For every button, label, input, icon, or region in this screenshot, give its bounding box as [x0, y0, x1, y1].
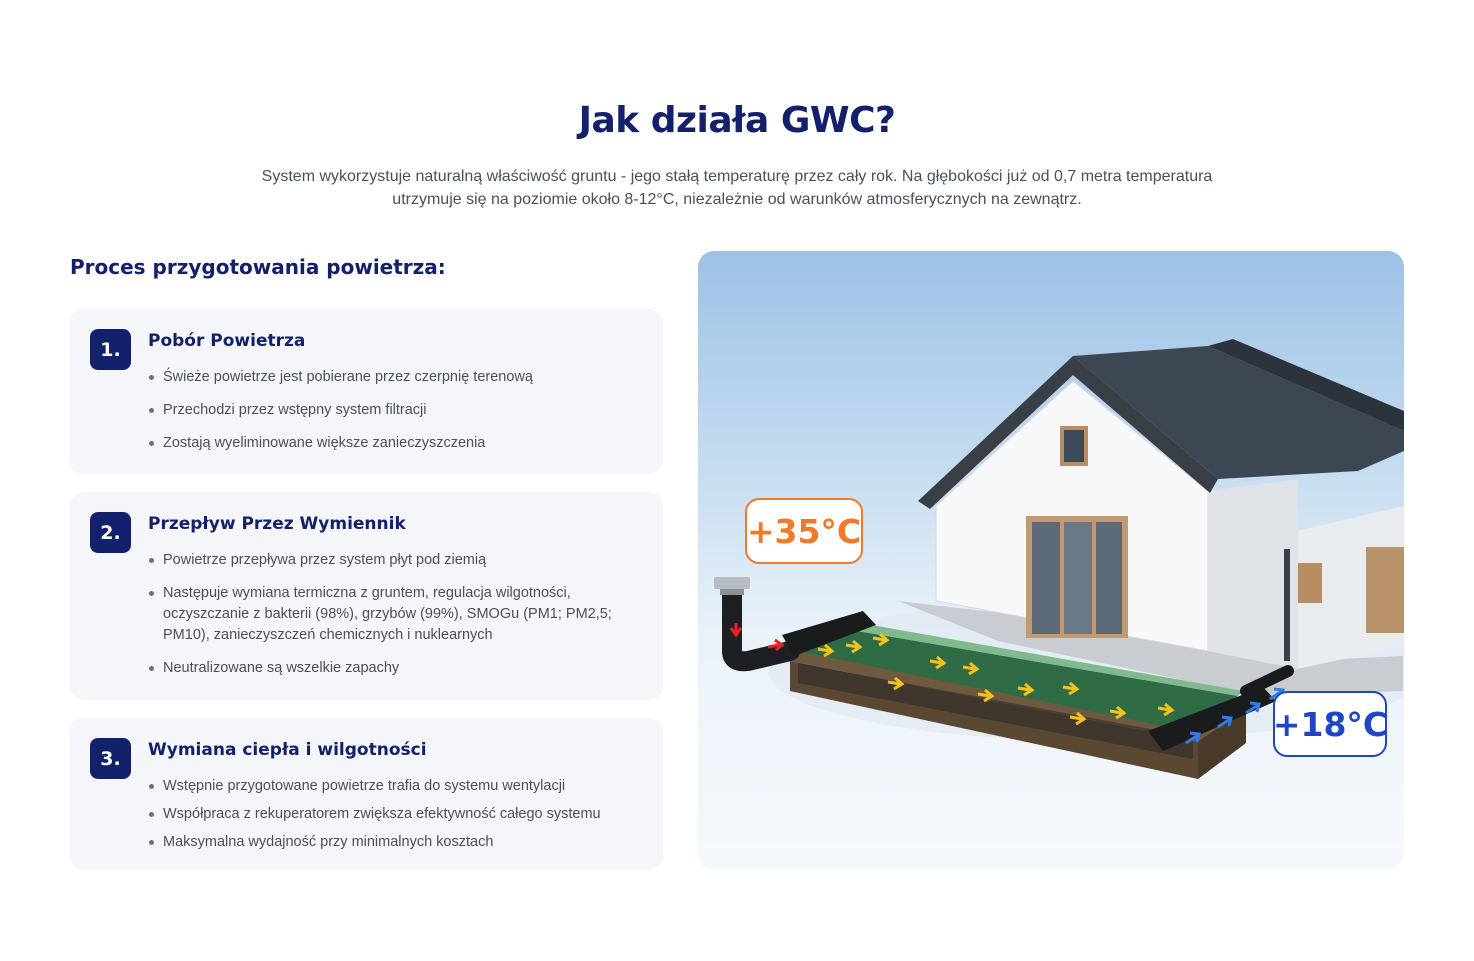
page-title: Jak działa GWC? [578, 100, 896, 141]
patio-door-glass [1096, 522, 1122, 634]
process-heading: Proces przygotowania powietrza: [70, 255, 446, 279]
bullet-item: Następuje wymiana termiczna z gruntem, regulacja wilgotności, oczyszczanie z bakterii (98%), grzybów (99%), SMOGu (PM1; PM2,5; PM10), zanieczyszczeń chemicznych i nuklearnych [148, 583, 653, 646]
patio-door-glass [1064, 522, 1092, 634]
step-card-3 [70, 718, 663, 870]
step-title: Wymiana ciepła i wilgotności [148, 740, 427, 760]
bullet-item: Zostają wyeliminowane większe zanieczyszczenia [148, 433, 653, 454]
bullet-item: Świeże powietrze jest pobierane przez czerpnię terenową [148, 367, 653, 388]
bullet-item: Neutralizowane są wszelkie zapachy [148, 658, 653, 679]
patio-door-glass [1032, 522, 1060, 634]
intake-cap-neck [720, 589, 744, 595]
step-card-1 [70, 309, 663, 474]
step-bullet-list [148, 776, 653, 860]
bullet-item: Współpraca z rekuperatorem zwiększa efektywność całego systemu [148, 804, 653, 825]
downpipe [1284, 549, 1290, 661]
gable-window-glass [1064, 430, 1084, 462]
bullet-item: Przechodzi przez wstępny system filtracji [148, 400, 653, 421]
step-bullet-list [148, 550, 653, 691]
step-bullet-list [148, 367, 653, 466]
garage-door [1366, 547, 1404, 633]
bullet-item: Powietrze przepływa przez system płyt pod ziemią [148, 550, 653, 571]
intake-cap [714, 577, 750, 589]
step-card-2 [70, 492, 663, 700]
intake-temperature-label: +35°C [745, 498, 863, 564]
step-title: Pobór Powietrza [148, 331, 306, 351]
step-number-badge: 3. [90, 738, 131, 779]
bullet-item: Maksymalna wydajność przy minimalnych kosztach [148, 832, 653, 853]
step-title: Przepływ Przez Wymiennik [148, 514, 406, 534]
bullet-item: Wstępnie przygotowane powietrze trafia do systemu wentylacji [148, 776, 653, 797]
step-number-badge: 2. [90, 512, 131, 553]
outlet-temperature-label: +18°C [1273, 691, 1387, 757]
side-window [1298, 563, 1322, 603]
intro-text: System wykorzystuje naturalną właściwość gruntu - jego stałą temperaturę przez cały rok. Na głębokości już od 0,7 metra temperatura utrzymuje się na poziomie około 8-12°C, niezależnie od warunków atmosferycznych na zewnątrz. [261, 168, 1213, 208]
gwc-house-illustration [698, 251, 1404, 870]
intake-pipe-bend [732, 651, 790, 661]
step-number-badge: 1. [90, 329, 131, 370]
